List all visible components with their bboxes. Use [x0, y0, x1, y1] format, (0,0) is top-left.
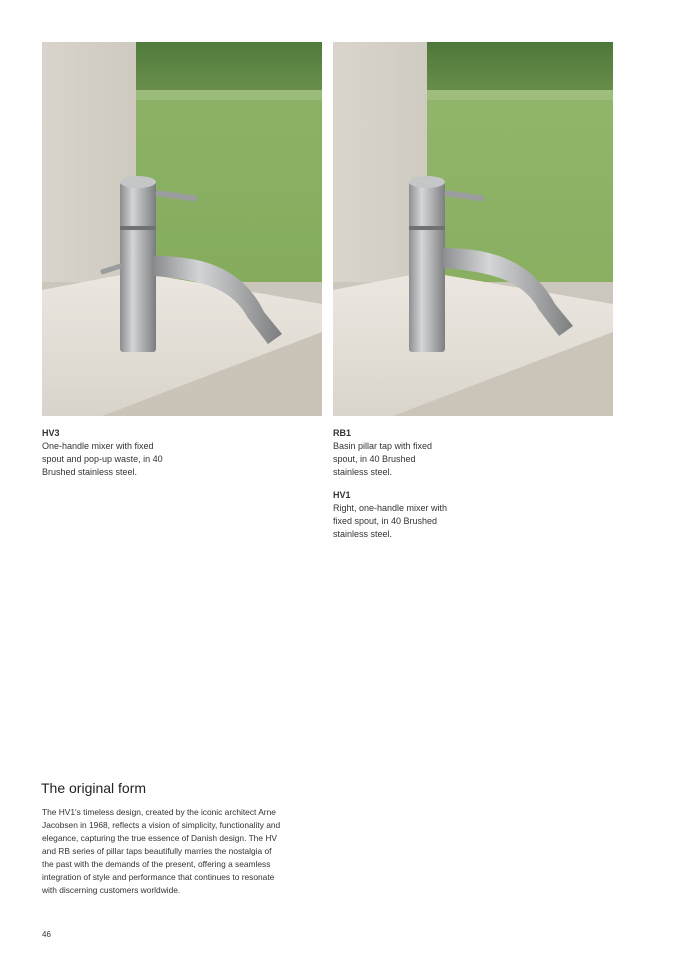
section-body: The HV1's timeless design, created by the iconic architect Arne Jacobsen in 1968, reflects a vision of simplicity, functionality and elegance, capturing the true essence of Danish design. The HV and RB series of pillar taps beautifully marries the nostalgia of the past with the demands of the present, offering a seamless integration of style and performance that continues to resonate with discerning customers worldwide.: [42, 807, 281, 895]
product-caption-rb1: [333, 427, 453, 479]
section-title: The original form: [41, 780, 147, 796]
product-photo-rb1: [333, 42, 613, 416]
product-description: Right, one-handle mixer with fixed spout, in 40 Brushed stainless steel.: [333, 503, 448, 539]
product-code: RB1: [333, 428, 352, 438]
faucet-photo-image: [42, 42, 322, 416]
page-number: 46: [42, 930, 51, 939]
product-code: HV3: [42, 428, 60, 438]
product-description: Basin pillar tap with fixed spout, in 40 Brushed stainless steel.: [333, 441, 433, 477]
product-photo-hv3: [42, 42, 322, 416]
product-code: HV1: [333, 490, 351, 500]
product-caption-hv3: [42, 427, 172, 479]
product-caption-hv1: [333, 489, 453, 541]
faucet-photo-image: [333, 42, 613, 416]
product-description: One-handle mixer with fixed spout and pop-up waste, in 40 Brushed stainless steel.: [42, 441, 163, 477]
